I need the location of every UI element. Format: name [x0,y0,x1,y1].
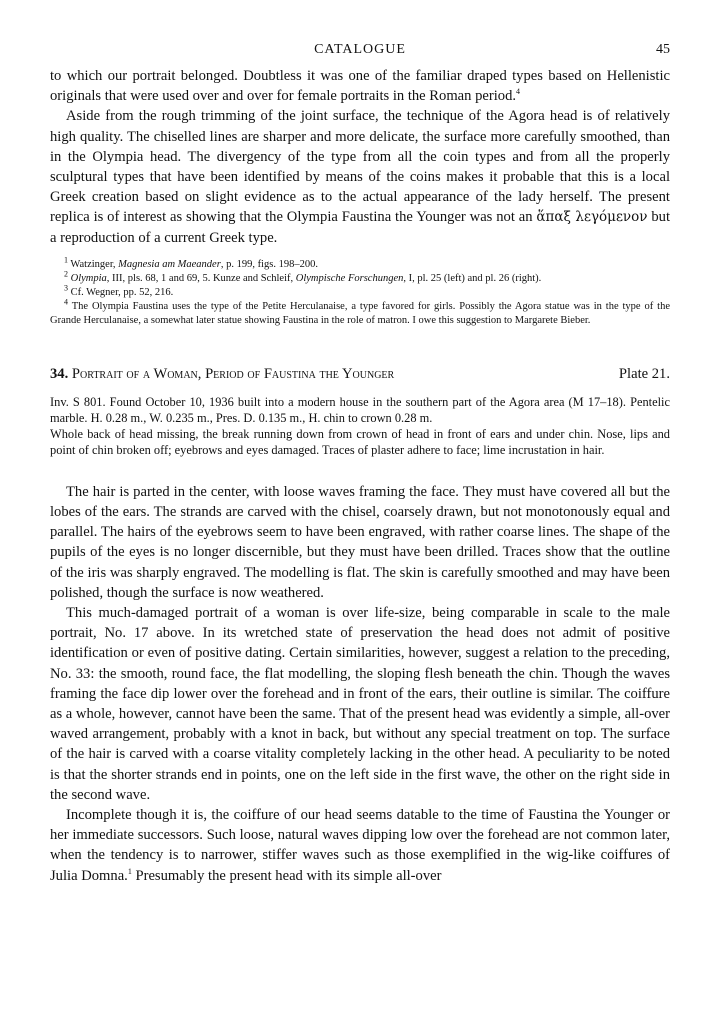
footnote-2 [50,269,670,286]
footnote-4-text: The Olympia Faustina uses the type of the Petite Herculanaise, a type favored for girls. Possibly the Agora statue was in the type of the Grande Herculanaise, a somewhat later statue showing Faustina in the role of matron. I owe this suggestion to Margarete Bieber. [50,300,670,326]
main-p3-tail: Presumably the present head with its simple all-over [131,867,442,884]
footnote-4 [50,297,670,328]
footnote-1-title: Magnesia am Maeander [118,258,221,270]
page-header [50,40,670,66]
footnote-2-title-2: Olympische Forschungen [295,272,404,284]
page [50,40,670,886]
entry-title-line [50,366,394,383]
footnotes [50,255,670,328]
footnote-1-text-a: Watzinger, [68,258,119,270]
entry-title: Portrait of a Woman, Period of Faustina the Younger [71,365,395,382]
entry-number: 34. [50,365,69,382]
footnote-3-text: Cf. Wegner, pp. 52, 216. [68,286,174,298]
footnote-1 [50,255,670,272]
intro-p1-text: to which our portrait belonged. Doubtless it was one of the familiar draped types based on Hellenistic originals that were used over and over for female portraits in the Roman period. [50,68,670,105]
greek-phrase: ἅπαξ λεγόμενον [536,209,648,226]
intro-paragraph-1 [50,66,670,106]
main-paragraph-1: The hair is parted in the center, with loose waves framing the face. They must have covered all but the lobes of the ears. The strands are carved with the chisel, coarsely drawn, but not monotonously equal and parallel. The hairs of the eyebrows seem to have been engraved, with rather coarse lines. The shape of the pupils of the eyes is no longer discernible, but they must have been drilled. Traces show that the outline of the iris was sharply engraved. The modelling is flat. The skin is carefully smoothed and may have been polished, though the surface is now weathered. [50,483,670,601]
footnote-1-text-b: , p. 199, figs. 198–200. [220,258,318,270]
footnote-ref-4: 4 [516,87,521,97]
inventory-details [50,394,670,458]
footnote-2-number: 2 [64,269,68,279]
footnote-3-number: 3 [64,283,68,293]
footnote-2-text-b: , III, pls. 68, 1 and 69, 5. Kunze and Schleif, [106,272,296,284]
footnote-ref-1: 1 [127,866,132,876]
running-head: CATALOGUE [314,42,406,57]
intro-p2-tail: but a reproduction of a current Greek type. [50,209,670,246]
main-text [50,482,670,886]
inventory-paragraph-2: Whole back of head missing, the break running down from crown of head in front of ears and under chin. Nose, lips and point of chin broken off; eyebrows and eyes damaged. Traces of plaster adhere to face; lime incrustation in hair. [50,426,670,457]
footnote-3 [50,283,670,300]
footnote-1-number: 1 [64,255,68,265]
inventory-paragraph-1: Inv. S 801. Found October 10, 1936 built into a modern house in the southern part of the Agora area (M 17–18). Pentelic marble. H. 0.28 m., W. 0.235 m., Pres. D. 0.135 m., H. chin to crown 0.28 m. [50,394,670,425]
intro-text [50,66,670,248]
plate-reference: Plate 21. [618,365,670,382]
footnote-2-text-c: , I, pl. 25 (left) and pl. 26 (right). [403,272,542,284]
main-paragraph-2: This much-damaged portrait of a woman is over life-size, being comparable in scale to the male portrait, No. 17 above. In its wretched state of preservation the head does not admit of positive identification or even of positive dating. Certain similarities, however, suggest a relation to the preceding, No. 33: the smooth, round face, the flat modelling, the sloping flesh beneath the chin. Though the waves framing the face dip lower over the forehead and in front of the ears, their outline is similar. The coiffure as a whole, however, cannot have been the same. That of the present head was evidently a simple, all-over waved arrangement, probably with a knot in back, but without any special treatment on top. The surface of the hair is carved with a coarse vitality completely lacking in the other head. A peculiarity to be noted is that the shorter strands end in points, one on the left side in the first wave, the other on the right side in the second wave. [50,605,670,803]
catalogue-entry-heading [50,366,670,388]
footnote-4-number: 4 [64,297,68,307]
main-p3-text: Incomplete though it is, the coiffure of our head seems datable to the time of Faustina the Younger or her immediate successors. Such loose, natural waves dipping low over the forehead are not common later, when the tendency is to narrower, stiffer waves such as those exemplified in the wig-like coiffures of Julia Domna. [50,807,670,884]
main-paragraph-3 [50,805,670,886]
intro-p2-text: Aside from the rough trimming of the joint surface, the technique of the Agora head is of relatively high quality. The chiselled lines are sharper and more delicate, the surface more carefully smoothed, than in the Olympia head. The divergency of the type from all the coin types and from all the properly sculptural types that have been identified by means of the coins makes it probable that this is a local Greek creation based on slight evidence as to the actual appearance of the lady herself. The present replica is of interest as showing that the Olympia Faustina the Younger was not an [50,108,670,226]
intro-paragraph-2 [50,106,670,247]
page-number: 45 [656,42,670,57]
footnote-2-title-1: Olympia [70,272,107,284]
